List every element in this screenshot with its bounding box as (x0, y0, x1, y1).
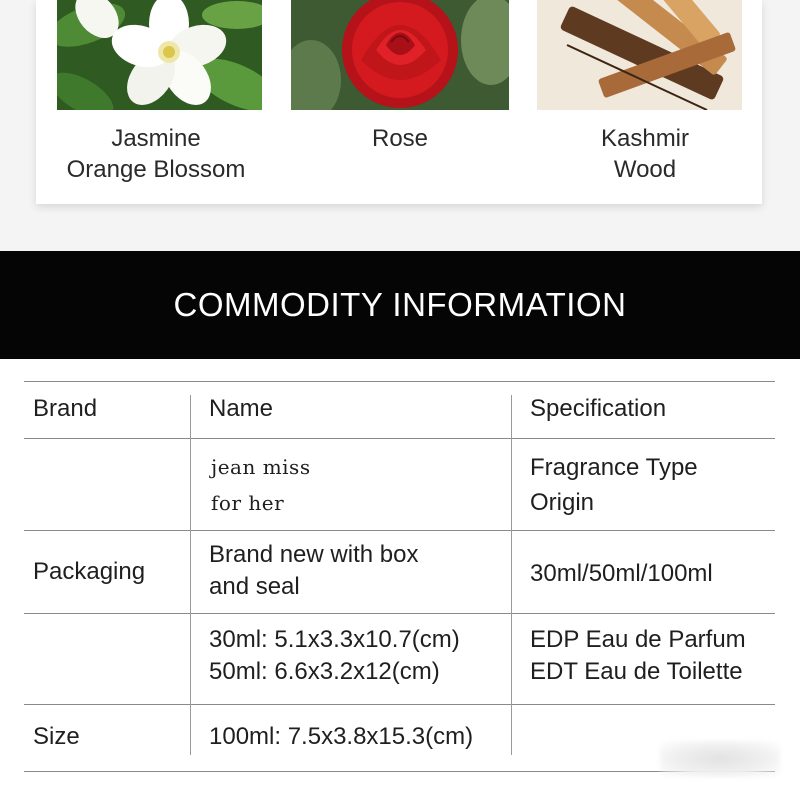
table-rule (24, 704, 775, 705)
table-rule (24, 438, 775, 439)
header-brand: Brand (33, 395, 98, 422)
note-line: Jasmine (111, 125, 201, 152)
table-cell-name (209, 624, 460, 688)
blurred-patch (660, 741, 780, 777)
header-specification: Specification (530, 395, 667, 422)
cell-line: Fragrance Type (530, 454, 698, 481)
wood-sticks-image (537, 0, 742, 110)
table-cell-brand: Packaging (33, 558, 146, 585)
cell-line: jean miss (211, 455, 311, 479)
cell-line: EDP Eau de Parfum (530, 626, 746, 653)
note-label (536, 123, 754, 185)
fragrance-notes-card (36, 0, 762, 204)
table-cell-name: 100ml: 7.5x3.8x15.3(cm) (209, 723, 474, 750)
cell-line: for her (211, 491, 285, 515)
table-cell-spec (530, 624, 746, 688)
column-divider (190, 395, 191, 755)
table-rule (24, 613, 775, 614)
note-label (36, 123, 276, 185)
note-label (286, 123, 514, 154)
table-rule (24, 381, 775, 382)
table-rule (24, 530, 775, 531)
table-cell-spec: 30ml/50ml/100ml (530, 560, 713, 587)
cell-line: 30ml: 5.1x3.3x10.7(cm) (209, 626, 460, 653)
note-line: Wood (613, 156, 677, 183)
cell-line: Origin (530, 489, 595, 516)
column-divider (511, 395, 512, 755)
header-name: Name (209, 395, 274, 422)
table-cell-spec (530, 450, 698, 520)
cell-line: and seal (209, 573, 300, 600)
note-line: Kashmir (600, 125, 690, 152)
red-rose-image (291, 0, 509, 110)
note-line: Rose (371, 125, 429, 152)
cell-line: 50ml: 6.6x3.2x12(cm) (209, 658, 440, 685)
cell-line: EDT Eau de Toilette (530, 658, 743, 685)
table-cell-name (211, 449, 311, 521)
note-line: Orange Blossom (66, 156, 246, 183)
table-cell-brand: Size (33, 723, 80, 750)
banner-title: COMMODITY INFORMATION (173, 286, 627, 323)
jasmine-flower-image (57, 0, 262, 110)
cell-line: Brand new with box (209, 541, 419, 568)
table-cell-name (209, 539, 418, 603)
